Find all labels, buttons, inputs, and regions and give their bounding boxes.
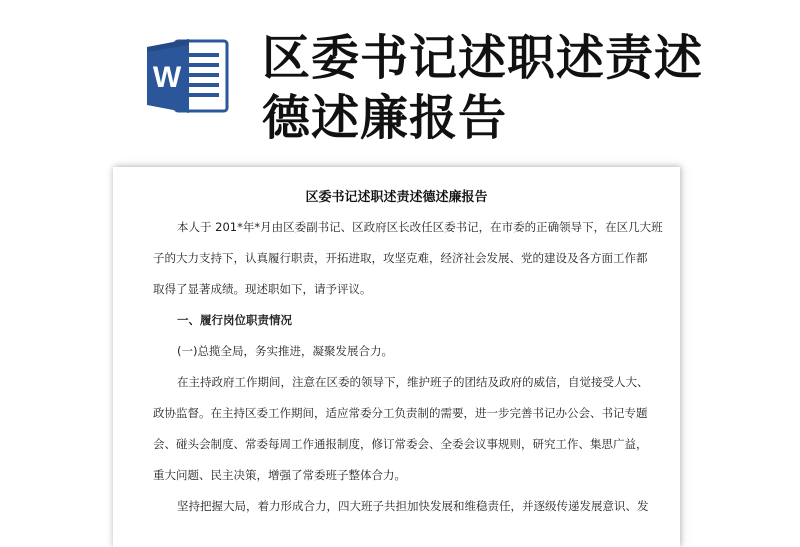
logo-letter: W	[152, 61, 182, 94]
title-line-1: 区委书记述职述责述	[262, 30, 704, 86]
page-title	[262, 28, 782, 148]
body-line: 会、碰头会制度、常委每周工作通报制度，修订常委会、全委会议事规则，研究工作、集思广益，	[153, 437, 648, 451]
subsection-heading: (一)总揽全局，务实推进，凝聚发展合力。	[177, 344, 393, 358]
body-line: 取得了显著成绩。现述职如下，请予评议。	[153, 282, 372, 296]
body-line: 在主持政府工作期间，注意在区委的领导下，维护班子的团结及政府的威信，自觉接受人大、	[177, 375, 649, 389]
body-line: 本人于 201*年*月由区委副书记、区政府区长改任区委书记，在市委的正确领导下，在区几大班	[177, 220, 663, 234]
word-document-icon	[145, 37, 231, 115]
body-line: 坚持把握大局，着力形成合力，四大班子共担加快发展和维稳责任，并逐级传递发展意识、发	[177, 499, 649, 513]
body-line: 政协监督。在主持区委工作期间，适应常委分工负责制的需要，进一步完善书记办公会、书记专题	[153, 406, 648, 420]
document-body	[153, 212, 663, 522]
body-line: 子的大力支持下，认真履行职责，开拓进取，攻坚克难，经济社会发展、党的建设及各方面工作都	[153, 251, 648, 265]
title-line-2: 德述廉报告	[262, 90, 508, 146]
section-heading: 一、履行岗位职责情况	[177, 313, 292, 327]
document-page	[113, 167, 680, 547]
document-title: 区委书记述职述责述德述廉报告	[305, 190, 488, 205]
body-line: 重大问题、民主决策，增强了常委班子整体合力。	[153, 468, 406, 482]
header	[0, 0, 800, 160]
